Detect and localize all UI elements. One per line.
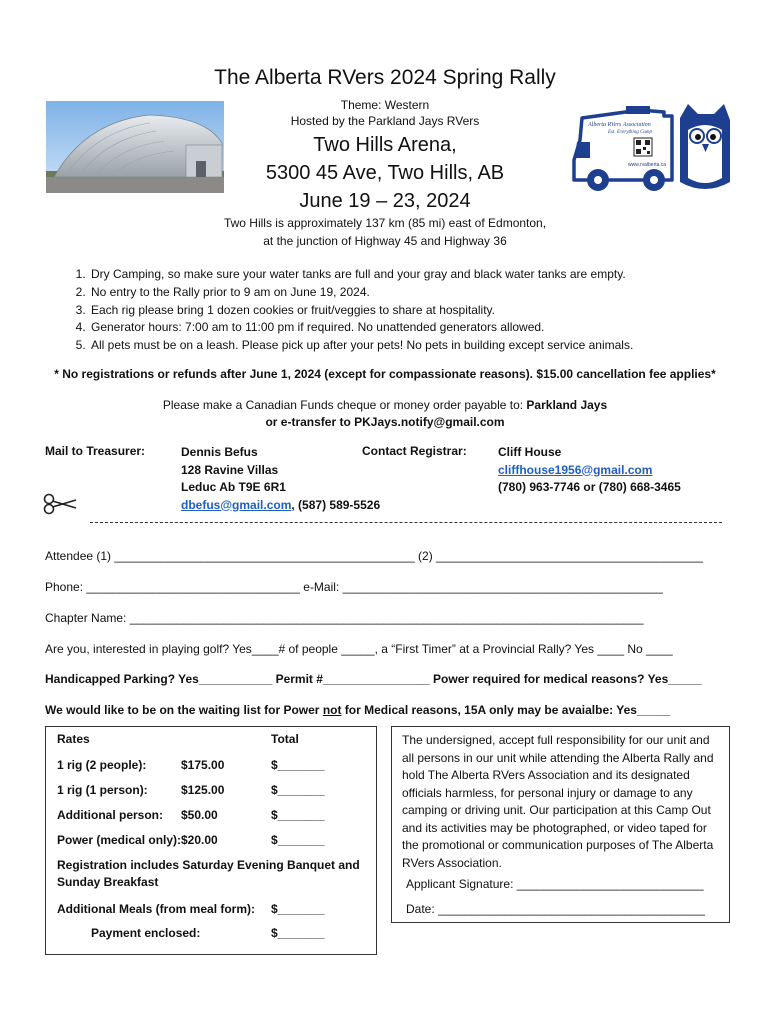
attendee-field[interactable]: Attendee (1) _____________________________________________ (2) ________________________________________ (45, 549, 703, 563)
registrar-name: Cliff House (498, 445, 562, 459)
payment-total-field[interactable]: $_______ (271, 926, 325, 940)
payee-name: Parkland Jays (526, 398, 608, 412)
rate-label: Additional person: (57, 808, 163, 822)
rate-label: 1 rig (2 people): (57, 758, 147, 772)
venue-name: Two Hills Arena, (313, 134, 457, 156)
meals-label: Additional Meals (from meal form): (57, 902, 256, 916)
theme-text: Theme: Western (340, 98, 430, 112)
distance-block (0, 214, 770, 250)
logo-line-1: Alberta RVers Association (588, 122, 651, 128)
rate-price: $125.00 (181, 783, 225, 797)
treasurer-phone: , (587) 589-5526 (291, 497, 381, 512)
meals-total-field[interactable]: $_______ (271, 902, 325, 916)
owl-mascot-icon (680, 104, 730, 189)
payment-label: Payment enclosed: (91, 926, 201, 940)
rule-item: 3. Each rig please bring 1 dozen cookies or fruit/veggies to share at hospitality. (89, 302, 633, 320)
cut-line (90, 522, 722, 523)
registrar-label: Contact Registrar: (362, 444, 467, 458)
waiting-not: not (322, 703, 342, 717)
includes-line-2: Sunday Breakfast (57, 875, 159, 889)
rate-label: Power (medical only): (57, 833, 182, 847)
waiting-suffix: for Medical reasons, 15A only may be avaialbe: Yes_____ (341, 703, 671, 717)
rate-total-field[interactable]: $_______ (271, 758, 325, 772)
rate-total-field[interactable]: $_______ (271, 833, 325, 847)
treasurer-name: Dennis Befus (181, 445, 258, 459)
rates-box (45, 726, 377, 955)
phone-email-field[interactable]: Phone: ________________________________ e-Mail: ________________________________________________ (45, 580, 663, 594)
rate-price: $175.00 (181, 758, 225, 772)
rate-price: $20.00 (181, 833, 218, 847)
rate-total-field[interactable]: $_______ (271, 783, 325, 797)
registrar-email-link[interactable]: cliffhouse1956@gmail.com (498, 462, 653, 477)
waiver-text: The undersigned, accept full responsibility for our unit and all persons in our unit while attending the Alberta Rally and hold The Alberta RVers Association and its designated officials harmless, for personal injury or damage to any camping or driving unit. Our participation at this Camp Out and its activities may be photographed, or video taped for the promotional or communication purposes of The Alberta RVers Association. (402, 733, 714, 870)
payment-instructions (0, 397, 770, 431)
treasurer-city: Leduc Ab T9E 6R1 (181, 480, 286, 494)
rule-item: 2. No entry to the Rally prior to 9 am on June 19, 2024. (89, 284, 633, 302)
date-field[interactable]: Date: ________________________________________ (406, 902, 705, 916)
treasurer-street: 128 Ravine Villas (181, 462, 279, 477)
chapter-name-field[interactable]: Chapter Name: _____________________________________________________________________________ (45, 611, 644, 625)
rule-item: 4. Generator hours: 7:00 am to 11:00 pm if required. No unattended generators allowed. (89, 319, 633, 337)
waiver-box (391, 726, 730, 923)
logo-website: www.rvalberta.ca (628, 162, 667, 168)
golf-question-field[interactable]: Are you, interested in playing golf? Yes____# of people _____, a “First Timer” at a Provincial Rally? Yes ____ No ____ (45, 642, 673, 656)
treasurer-label: Mail to Treasurer: (45, 444, 146, 458)
rate-total-field[interactable]: $_______ (271, 808, 325, 822)
includes-line-1: Registration includes Saturday Evening Banquet and (57, 858, 360, 872)
registrar-phone: (780) 963-7746 or (780) 668-3465 (498, 480, 681, 494)
rate-price: $50.00 (181, 808, 218, 822)
signature-field[interactable]: Applicant Signature: ____________________________ (406, 877, 704, 891)
handicapped-parking-field[interactable]: Handicapped Parking? Yes___________ Permit #________________ Power required for medical reasons? Yes_____ (45, 672, 702, 686)
venue-address: 5300 45 Ave, Two Hills, AB (265, 162, 505, 184)
treasurer-email-link[interactable]: dbefus@gmail.com (181, 497, 292, 512)
rv-association-logo (568, 100, 736, 196)
treasurer-address (181, 444, 380, 514)
payable-prefix: Please make a Canadian Funds cheque or money order payable to: (162, 398, 527, 412)
waiting-prefix: We would like to be on the waiting list for Power (45, 703, 323, 717)
event-dates: June 19 – 23, 2024 (299, 190, 471, 212)
scissors-icon (42, 492, 78, 516)
refund-notice: * No registrations or refunds after June 1, 2024 (except for compassionate reasons). $15.00 cancellation fee applies* (54, 367, 716, 381)
etransfer-line: or e-transfer to PKJays.notify@gmail.com (265, 415, 505, 429)
rate-label: 1 rig (1 person): (57, 783, 148, 797)
rule-item: 5. All pets must be on a leash. Please pick up after your pets! No pets in building except service animals. (89, 337, 633, 355)
rule-item: 1. Dry Camping, so make sure your water tanks are full and your gray and black water tanks are empty. (89, 266, 633, 284)
power-waiting-list-field[interactable] (45, 703, 670, 717)
arena-photo (46, 101, 224, 193)
distance-line-1: Two Hills is approximately 137 km (85 mi) east of Edmonton, (223, 216, 547, 230)
total-header: Total (271, 732, 299, 746)
rates-header: Rates (57, 732, 90, 746)
logo-line-2: Est. Everything Camp (608, 130, 653, 135)
page-title: The Alberta RVers 2024 Spring Rally (214, 66, 556, 89)
registrar-contact (498, 444, 681, 497)
rules-list (45, 266, 633, 355)
distance-line-2: at the junction of Highway 45 and Highway 36 (263, 234, 507, 248)
hosted-text: Hosted by the Parkland Jays RVers (290, 114, 480, 128)
